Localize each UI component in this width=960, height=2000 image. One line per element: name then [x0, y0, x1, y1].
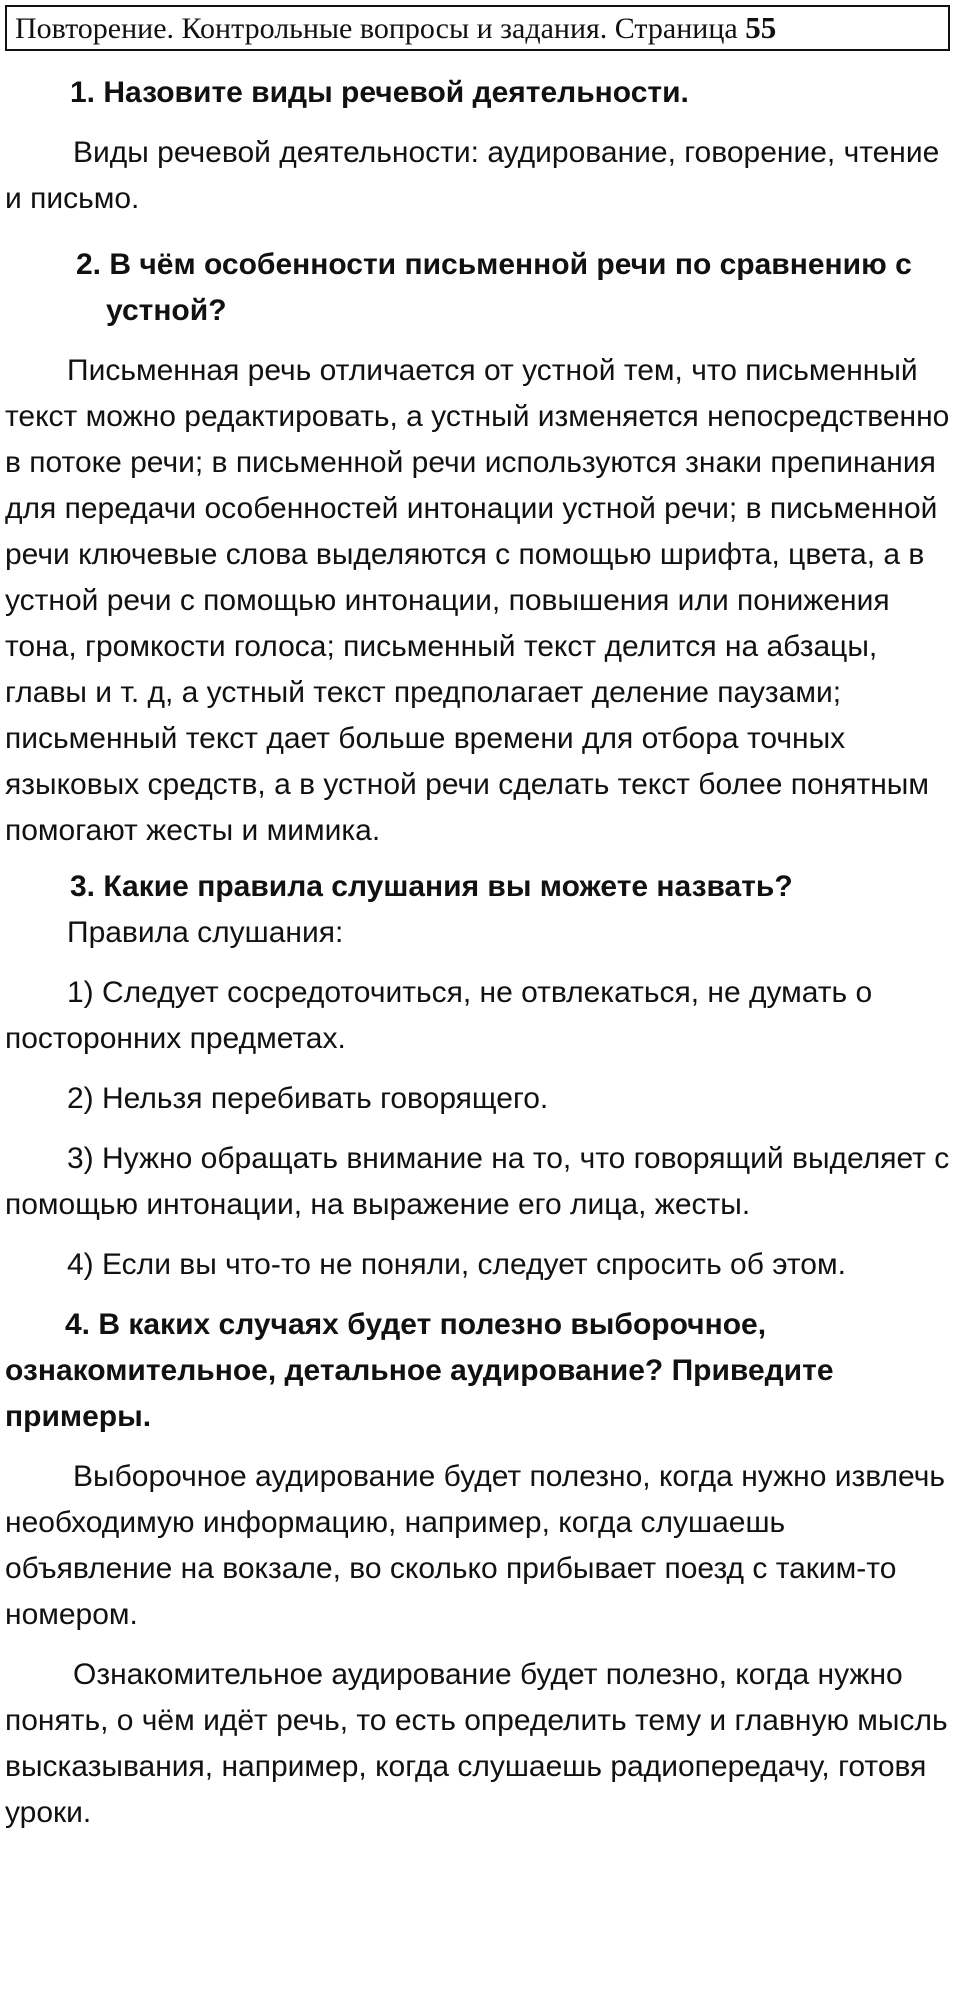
question-4-title: 4. В каких случаях будет полезно выборочное, ознакомительное, детальное аудирование? Приведите примеры.: [5, 1308, 834, 1433]
page-number: 55: [745, 10, 777, 45]
answer-2-paragraph: Письменная речь отличается от устной тем, что письменный текст можно редактировать, а устный изменяется непосредственно в потоке речи; в письменной речи используются знаки препинания для передачи особенностей интонации устной речи; в письменной речи ключевые слова выделяются с помощью шрифта, цвета, а в устной речи с помощью интонации, повышения или понижения тона, громкости голоса; письменный текст делится на абзацы, главы и т. д, а устный текст предполагает деление паузами; письменный текст дает больше времени для отбора точных языковых средств, а в устной речи сделать текст более понятным помогают жесты и мимика.: [5, 354, 950, 847]
question-4: [5, 1302, 950, 1836]
listening-rule-4: 4) Если вы что-то не поняли, следует спросить об этом.: [67, 1248, 846, 1281]
answer-1-paragraph: Виды речевой деятельности: аудирование, говорение, чтение и письмо.: [5, 136, 940, 215]
document-body: [5, 70, 950, 1836]
question-3: [5, 864, 950, 1288]
question-1-title: 1. Назовите виды речевой деятельности.: [70, 76, 689, 109]
question-3-title: 3. Какие правила слушания вы можете назвать?: [70, 870, 793, 903]
question-2-title: 2. В чём особенности письменной речи по сравнению с устной?: [76, 248, 912, 327]
page-header: [5, 5, 950, 51]
header-title: Повторение. Контрольные вопросы и задания. Страница: [15, 12, 746, 45]
answer-3-intro: Правила слушания:: [67, 916, 344, 949]
question-2: [5, 242, 950, 854]
question-1: [5, 70, 950, 222]
listening-rule-1: 1) Следует сосредоточиться, не отвлекаться, не думать о посторонних предметах.: [5, 976, 873, 1055]
answer-4-paragraph-2: Ознакомительное аудирование будет полезно, когда нужно понять, о чём идёт речь, то есть определить тему и главную мысль высказывания, например, когда слушаешь радиопередачу, готовя уроки.: [5, 1658, 948, 1829]
listening-rule-3: 3) Нужно обращать внимание на то, что говорящий выделяет с помощью интонации, на выражение его лица, жесты.: [5, 1142, 950, 1221]
answer-4-paragraph-1: Выборочное аудирование будет полезно, когда нужно извлечь необходимую информацию, например, когда слушаешь объявление на вокзале, во сколько прибывает поезд с таким-то номером.: [5, 1460, 945, 1631]
listening-rule-2: 2) Нельзя перебивать говорящего.: [67, 1082, 549, 1115]
